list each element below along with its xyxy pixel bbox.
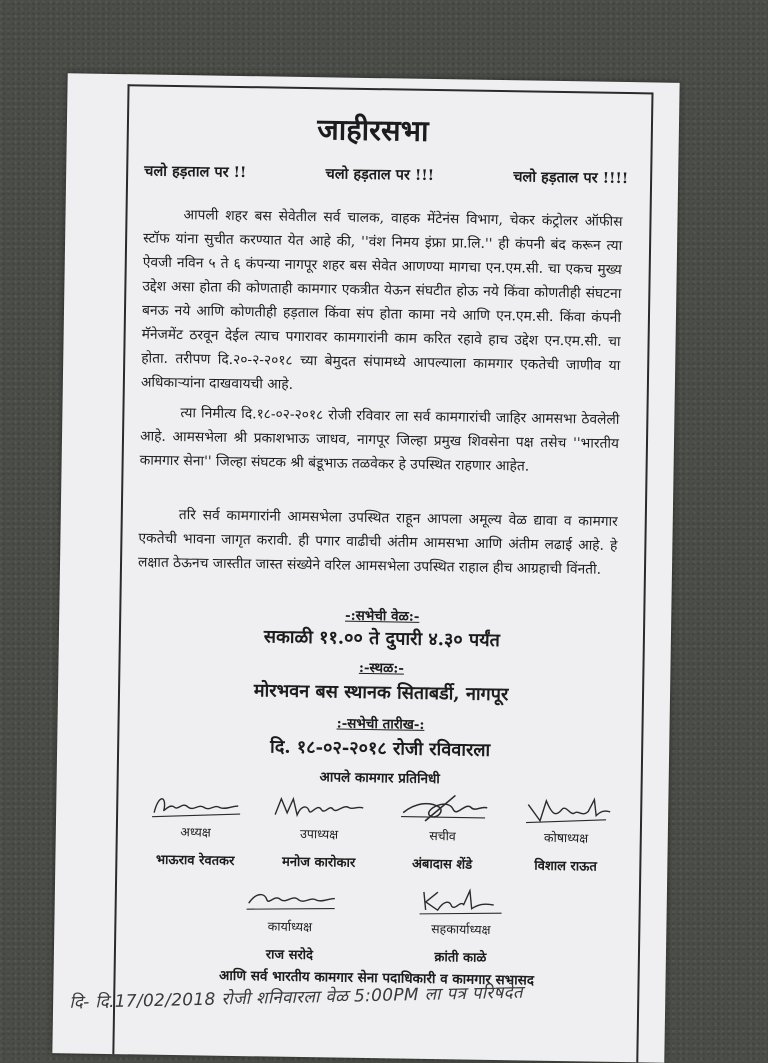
paragraph-1: आपली शहर बस सेवेतील सर्व चालक, वाहक मेंटेनंस विभाग, चेकर कंट्रोलर ऑफीस स्टॉफ यांना सुचीत करण्यात येत आहे की, ''वंश निमय इंफ्रा प्रा.लि.'' ही कंपनी बंद करून त्या ऐवजी नविन ५ ते ६ कंपन्या नागपूर शहर बस सेवेत आणण्या मागचा एन.एम.सी. चा एकच मुख्य उद्देश असा होता की कोणताही कामगार एकत्रीत येऊन संघटीत होऊ नये किंवा कोणतीही संघटना बनऊ नये आणि कोणतीही हड़ताल किंवा संप होता कामा नये आणि एन.एम.सी. किंवा कंपनी मॅनेजमेंट ठरवून देईल त्याच पगारावर कामगारांनी काम करित रहावे हाच उद्देश एन.एम.सी. चा होता. तरीपण दि.२०-२-२०१८ च्या बेमुदत संपामध्ये आपल्याला कामगार एकतेची जाणीव या अधिकाऱ्यांना दाखवायची आहे. <box>140 207 623 393</box>
role-secretary: सचीव <box>429 828 456 844</box>
meeting-place-label: :-स्थळ:- <box>358 659 405 677</box>
signatory-secretary <box>380 790 505 873</box>
paragraph-2: त्या निमीत्य दि.१८-०२-२०१८ रोजी रविवार ला सर्व कामगारांची जाहिर आमसभा ठेवलेली आहे. आमसभेला श्री प्रकाशभाऊ जाधव, नागपूर जिल्हा प्रमुख शिवसेना पक्ष तसेच ''भारतीय कामगार सेना'' जिल्हा संघटक श्री बंडूभाऊ तळवेकर हे उपस्थित राहणार आहेत. <box>139 405 620 475</box>
signatory-treasurer <box>504 792 629 875</box>
name-treasurer: विशाल राऊत <box>534 858 597 875</box>
role-co-working-president: सहकार्याध्यक्ष <box>431 921 491 937</box>
name-secretary: अंबादास शेंडे <box>411 856 473 873</box>
representatives-heading: आपले कामगार प्रतिनिधी <box>319 769 440 788</box>
notice-paper <box>52 73 679 1062</box>
meeting-time-label: -:सभेची वेळ:- <box>344 607 420 625</box>
signature-working-president <box>225 881 356 917</box>
paragraph-3: तरि सर्व कामगारांनी आमसभेला उपस्थित राहून आपला अमूल्य वेळ द्यावा व कामगार एकतेची भावना जागृत करावी. ही पगार वाढीची अंतीम आमसभा आणि अंतीम लढाई आहे. हे लक्षात ठेऊनच जास्तीत जास्त संख्येने वरिल आमसभेला उपस्थित राहाल हीच आग्रहाची विंनती. <box>137 507 618 578</box>
notice-title: जाहीरसभा <box>316 112 429 148</box>
name-co-working-president: क्रांती काळे <box>434 950 487 966</box>
signature-secretary <box>381 790 505 826</box>
role-working-president: कार्याध्यक्ष <box>267 918 313 935</box>
name-vice-president: मनोज कारोकार <box>281 854 356 871</box>
name-president: भाऊराव रेवतकर <box>155 852 235 869</box>
meeting-date-value: दि. १८-०२-२०१८ रोजी रविवारला <box>269 736 491 761</box>
role-vice-president: उपाध्यक्ष <box>299 825 339 842</box>
slogan-3: चलो हड़ताल पर !!!! <box>513 168 629 188</box>
meeting-time-value: सकाळी ११.०० ते दुपारी ४.३० पर्यंत <box>263 626 501 652</box>
signature-president <box>134 786 258 822</box>
slogan-2: चलो हड़ताल पर !!! <box>325 165 435 185</box>
role-treasurer: कोषाध्यक्ष <box>543 829 589 846</box>
signatory-vice-president <box>257 788 382 871</box>
signatory-co-working-president <box>395 884 526 967</box>
handwritten-note: दि- दि.17/02/2018 रोजी शनिवारला वेळ 5:00PM ला पत्र परिषदेत <box>69 982 524 1013</box>
signatory-working-president <box>224 881 355 964</box>
name-working-president: राज सरोदे <box>265 947 314 964</box>
signatory-president <box>133 786 258 869</box>
meeting-date-label: :-सभेची तारीख-: <box>336 715 425 733</box>
signature-co-working-president <box>396 884 527 920</box>
meeting-place-value: मोरभवन बस स्थानक सिताबर्डी, नागपूर <box>253 680 509 706</box>
signature-vice-president <box>257 788 381 824</box>
slogan-1: चलो हड़ताल पर !! <box>144 162 247 182</box>
role-president: अध्यक्ष <box>180 824 211 840</box>
signatories-row-2 <box>204 881 547 967</box>
signatories-row-1 <box>133 786 628 875</box>
footer-line: आणि सर्व भारतीय कामगार सेना पदाधिकारी व कामगार सभासद <box>218 967 535 989</box>
signature-treasurer <box>504 792 628 828</box>
